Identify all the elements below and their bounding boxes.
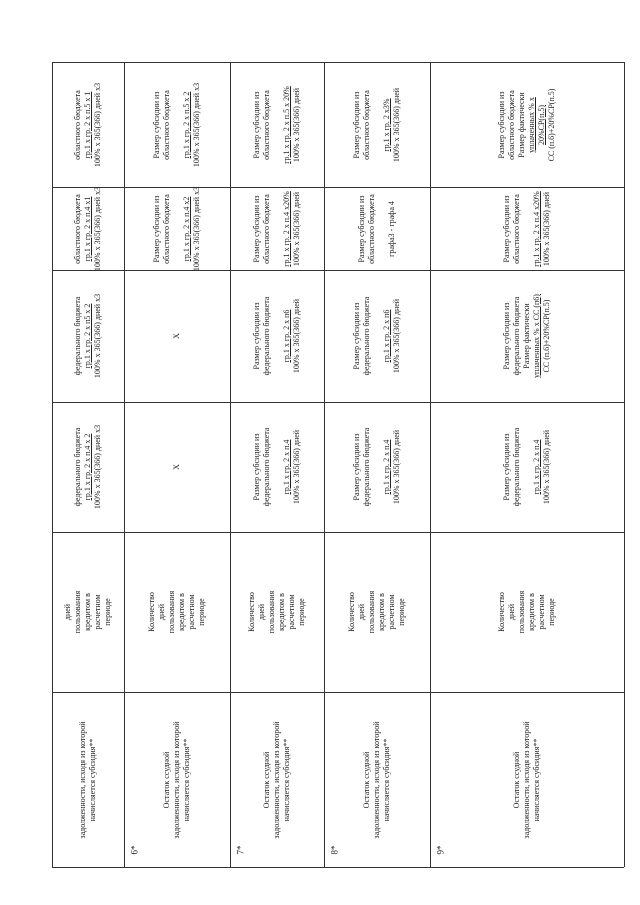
cell-text [352,87,402,161]
cell-line: дней [357,603,366,621]
cell-line: 100% х 365(366) дней [392,429,401,505]
table-cell [124,692,230,867]
table-cell [52,187,124,270]
cell-text [497,591,557,633]
cell-line: 100% х 365(366) дней [392,87,401,162]
row-number: 6* [129,845,140,855]
cell-line: уплаченных % х [527,96,536,153]
cell-line: 100% х 365(366) дней х3 [192,186,201,271]
cell-text [73,186,103,270]
cell-line: расчетном [387,594,396,630]
row-number: 9* [435,845,446,855]
cell-line: 100% х 365(366) дней х3 [93,82,102,167]
cell-line: федерального бюджета [262,296,271,376]
cell-text [172,464,182,470]
table-cell [230,402,324,532]
cell-line: гр.1 х гр. 2 х п6 [382,309,391,363]
cell-text [73,82,103,166]
cell-line: областного бюджета [73,89,82,160]
cell-line: Остаток ссудной [512,751,521,808]
cell-line: Размер субсидии из [352,91,361,158]
table-cell [430,692,624,867]
cell-text [63,591,113,633]
cell-line: 100% х 365(366) дней [292,429,301,505]
cell-line: Размер субсидии из [502,433,511,501]
cell-line: областного бюджета [367,193,376,264]
cell-line [272,297,282,376]
table-cell [124,270,230,402]
cell-line: Размер субсидии из [252,433,261,501]
table-cell [230,270,324,402]
cell-line: 100% х 365(366) дней [292,298,301,374]
cell-line: гр.1 х гр. 2 х3% [382,97,391,152]
cell-line: гр.1 х гр. 2 х п.5 х 1 [83,91,92,158]
cell-text [252,86,302,164]
cell-line: гр.1 х гр. 2 х п.4 х 2 [83,433,92,501]
cell-text [172,333,182,339]
cell-line: Размер субсидии из [252,91,261,158]
cell-line [172,186,182,270]
row-number: 8* [329,845,340,855]
cell-line [372,297,382,376]
cell-line: задолженности, исходя из которой [272,720,281,839]
cell-line: кредитом в [83,593,92,631]
cell-text [152,82,202,166]
cell-line [522,428,532,507]
cell-line: периоде [297,598,306,626]
cell-line: кредитом в [377,593,386,631]
cell-line: Остаток ссудной [362,751,371,808]
cell-line: 100% х 365(366) дней х3 [93,186,102,271]
cell-line: областного бюджета [362,89,371,160]
cell-line: задолженности, исходя из которой [78,720,87,839]
cell-text [162,721,192,838]
cell-line: Размер субсидии из [252,195,261,262]
cell-line: задолженности, исходя из которой [372,720,381,839]
cell-line: задолженности, исходя из которой [172,720,181,839]
cell-line: начисляется субсидия** [88,738,97,821]
cell-line: периоде [547,598,556,626]
table-cell [430,62,624,187]
cell-line: периоде [103,598,112,626]
cell-text [78,721,98,838]
cell-line: Размер субсидии из [152,91,161,158]
cell-line: графа3 - графа 4 [387,200,396,257]
cell-line: гр.1 х гр. 2 х п.4 х20% [532,190,541,267]
cell-line: Размер субсидии из [502,302,511,370]
cell-line [172,82,182,166]
cell-text [247,591,307,633]
cell-line: областного бюджета [162,193,171,264]
cell-line: дней [157,603,166,621]
cell-line: Размер фактически [522,303,531,369]
table-cell [52,62,124,187]
cell-line: федерального бюджета [362,427,371,507]
cell-line: Размер субсидии из [502,195,511,262]
cell-line: федерального бюджета [362,296,371,376]
cell-line: Остаток ссудной [262,751,271,808]
cell-line: Размер субсидии из [357,195,366,262]
cell-line: периоде [397,598,406,626]
cell-line: Размер субсидии из [352,302,361,370]
cell-line: 100% х 365(366) дней [292,191,301,266]
cell-line: начисляется субсидия** [282,738,291,821]
cell-line: начисляется субсидия** [532,738,541,821]
cell-text [357,194,397,264]
cell-line: областного бюджета [262,89,271,160]
table-cell [430,532,624,692]
table-cell [430,187,624,270]
cell-line: дней [507,603,516,621]
cell-line: 100% х 365(366) дней [542,429,551,505]
cell-line: пользования [167,590,176,634]
table-cell [324,187,430,270]
cell-line: гр.1 х гр. 2 х п.4 [282,439,291,495]
cell-line: дней [257,603,266,621]
table-cell [230,532,324,692]
cell-line: 100% х 365(366) дней х3 [93,293,102,379]
cell-text [347,591,407,633]
cell-line: Х [172,333,181,339]
table-cell [124,62,230,187]
cell-line: областного бюджета [512,193,521,264]
cell-text [362,721,392,838]
cell-line: периоде [197,598,206,626]
cell-line: Количество [347,592,356,632]
cell-text [262,721,292,838]
cell-line: гр.1 х гр. 2 х п.5 х 2 [182,91,191,158]
cell-line: кредитом в [177,593,186,631]
cell-text [252,191,302,267]
cell-line [377,194,387,264]
table-cell [230,62,324,187]
cell-text [252,428,302,507]
row-number: 7* [235,845,246,855]
cell-text [352,297,402,376]
table-cell [52,270,124,402]
table-cell [124,187,230,270]
table-cell [230,187,324,270]
table-cell [52,402,124,532]
table-cell [324,692,430,867]
cell-line: задолженности, исходя из которой [522,720,531,839]
cell-line: расчетном [537,594,546,630]
cell-line: гр.1 х гр. 2 х п.4 [532,439,541,495]
cell-line: 100% х 365(366) дней х3 [192,82,201,167]
cell-line: гр.1 х гр. 2 х п6 [282,309,291,363]
cell-line: гр.1 х гр. 2 х п.4 [382,439,391,495]
cell-line: федерального бюджета [73,427,82,507]
cell-line: Количество [497,592,506,632]
cell-line: СС (п.6)+20%СР(п.5) [547,88,556,161]
cell-line: гр.1 х гр. 2 х п.4 х2 [182,196,191,261]
cell-line: гр.1 х гр. 2 х п.4 х1 [83,196,92,261]
cell-line: пользования [267,590,276,634]
table-cell [324,402,430,532]
table-cell [430,270,624,402]
cell-line: областного бюджета [262,193,271,264]
cell-line: уплаченных % х СС (п6) [532,294,541,378]
cell-line: Размер субсидии из [497,91,506,158]
cell-line: Размер субсидии из [252,302,261,370]
cell-line: расчетном [287,594,296,630]
cell-line [272,86,282,164]
table-cell [324,62,430,187]
cell-line [522,191,532,267]
cell-line: расчетном [187,594,196,630]
cell-text [252,297,302,376]
row-separator [624,62,625,867]
cell-line [272,428,282,507]
cell-line: гр.1 х гр. 2 х п5 х 2 [83,303,92,369]
cell-line: Размер фактически [517,91,526,158]
cell-line: федерального бюджета [73,296,82,376]
cell-line: начисляется субсидия** [382,738,391,821]
cell-text [73,294,103,378]
cell-text [502,191,552,267]
cell-line: федерального бюджета [512,427,521,507]
cell-line: 100% х 365(366) дней [392,298,401,374]
table-cell [52,532,124,692]
cell-line: областного бюджета [507,89,516,160]
cell-line: гр.1 х гр. 2 х п.5 х 20% [282,85,291,164]
cell-line: СС (п.6)+20%СР(п.5) [542,299,551,373]
cell-line: 100% х 365(366) дней [542,191,551,266]
subsidy-table [52,62,624,867]
cell-text [73,425,103,509]
table-cell [230,692,324,867]
cell-line: федерального бюджета [512,296,521,376]
cell-line: пользования [367,590,376,634]
cell-line: гр.1 х гр. 2 х п.4 х20% [282,190,291,267]
cell-line: Количество [247,592,256,632]
cell-text [502,428,552,507]
cell-line: федерального бюджета [262,427,271,507]
cell-text [512,721,542,838]
cell-line: Размер субсидии из [352,433,361,501]
cell-text [147,591,207,633]
cell-text [502,294,552,378]
cell-line: областного бюджета [162,89,171,160]
cell-line: 100% х 365(366) дней х3 [93,424,102,510]
cell-line: дней [63,603,72,621]
cell-line: 20%СР(п.5) [537,104,546,145]
table-cell [324,270,430,402]
cell-line: Количество [147,592,156,632]
cell-text [152,186,202,270]
column-separator [52,867,624,868]
cell-line: пользования [517,590,526,634]
cell-line [372,428,382,507]
cell-line: областного бюджета [73,193,82,264]
table-cell [324,532,430,692]
cell-line: Х [172,464,181,470]
cell-line: пользования [73,590,82,634]
cell-line: расчетном [93,594,102,630]
table-cell [124,402,230,532]
cell-line: Остаток ссудной [162,751,171,808]
cell-line: Размер субсидии из [152,195,161,262]
cell-text [352,428,402,507]
table-cell [430,402,624,532]
cell-line [372,87,382,161]
cell-line: кредитом в [527,593,536,631]
table-cell [52,692,124,867]
cell-line: 100% х 365(366) дней [292,87,301,162]
cell-text [497,88,557,161]
cell-line: начисляется субсидия** [182,738,191,821]
cell-line: кредитом в [277,593,286,631]
table-cell [124,532,230,692]
cell-line [272,191,282,267]
